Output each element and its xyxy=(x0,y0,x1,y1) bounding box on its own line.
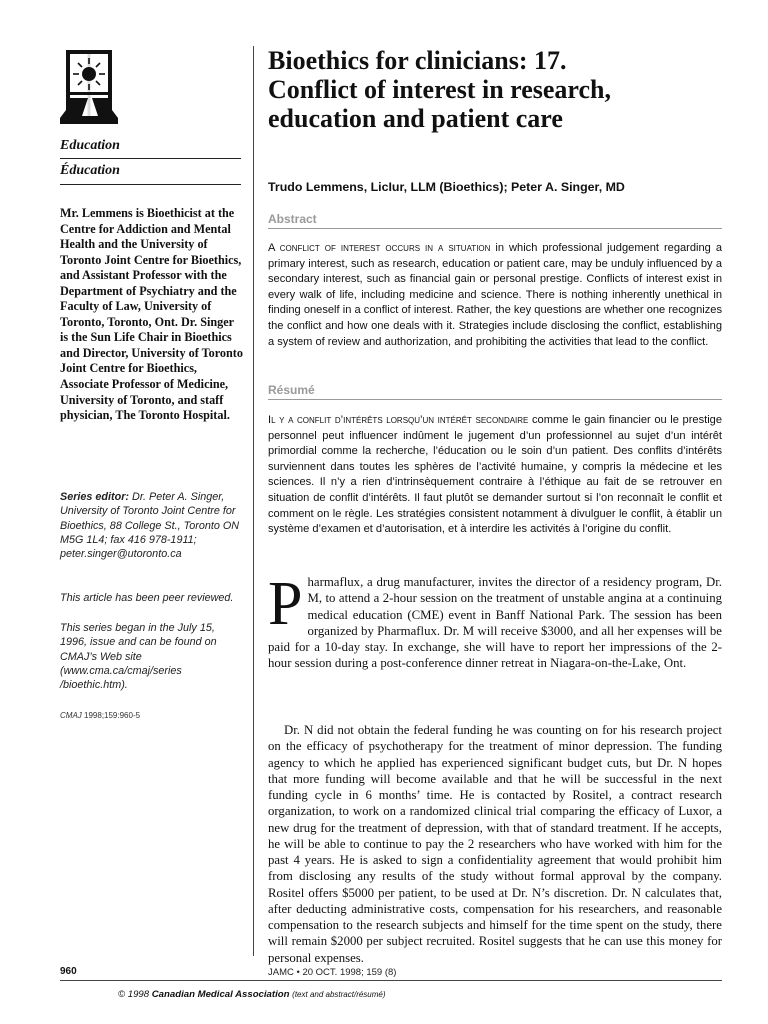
abstract-lead: A conflict of interest occurs in a situation xyxy=(268,242,491,254)
citation-journal: CMAJ xyxy=(60,711,82,720)
page-number: 960 xyxy=(60,966,77,977)
series-editor-details: Dr. Peter A. Singer, University of Toronto Joint Centre for Bioethics, 88 College St., Toronto ON M5G 1L4; fax 416 978-1911; peter.singer@utoronto.ca xyxy=(60,491,240,561)
resume-heading: Résumé xyxy=(268,383,722,400)
divider xyxy=(60,158,241,159)
abstract-text xyxy=(268,241,722,350)
series-editor-note xyxy=(60,490,250,561)
body-paragraph-1 xyxy=(268,570,722,672)
column-divider xyxy=(253,46,254,956)
peer-review-note: This article has been peer reviewed. xyxy=(60,592,234,604)
section-label-fr: Éducation xyxy=(60,163,120,178)
citation-ref: 1998;159:960-5 xyxy=(84,711,141,720)
title-line-1: Bioethics for clinicians: 17. xyxy=(268,46,567,75)
series-info-note: This series began in the July 15, 1996, issue and can be found on CMAJ’s Web site (www.cma.ca/cmaj/series /bioethic.htm). xyxy=(60,622,217,692)
footer-rule xyxy=(60,980,722,981)
copyright-note: (text and abstract/résumé) xyxy=(292,990,386,999)
body-paragraph-2: Dr. N did not obtain the federal funding he was counting on for his research project on the efficacy of psychotherapy for the treatment of minor depression. The funding agency to which he applied has experienced significant budget cuts, but Dr. N hopes that more funding will become available and that he will be successful in the next funding cycle in 6 months’ time. He is contacted by Rositel, a contract research organization, to work on a randomized clinical trial comparing the efficacy of Luxor, a new drug for the treatment of depression, with that of standard treatment. If he accepts, he will be able to continue to pay the 2 researchers who have worked with him for the past 4 years. He is asked to sign a confidentiality agreement that would prohibit him from disclosing any results of the study without formal approval by the company. Rositel offers $5000 per patient, to be used at Dr. N’s discretion. Dr. N calculates that, after deducting administrative costs, compensation for his researchers, and reasonable compensation to the research subjects and himself for the time spent on the study, there will remain $2000 per subject recruited. Rositel suggests that he can use this money for personal expenses. xyxy=(268,723,722,965)
resume-lead: Il y a conflit d’intérêts lorsqu’un intérêt secondaire xyxy=(268,414,529,426)
citation xyxy=(60,711,250,720)
body-paragraph-1-text: harmaflux, a drug manufacturer, invites the director of a residency program, Dr. M, to attend a 2-hour session on the treatment of unstable angina at a continuing medical education (CME) event in Banff National Park. The session has been organized by Pharmaflux. Dr. M will receive $3000, and all her expenses will be paid for a 10-day stay. In exchange, she will have to report her impressions of the 2-hour session during a post-conference dinner retreat in Niagara-on-the-Lake, Ont. xyxy=(268,575,722,671)
author-affiliations: Mr. Lemmens is Bioethicist at the Centre for Addiction and Mental Health and the University of Toronto Joint Centre for Bioethics, and Assistant Professor with the Department of Psychiatry and the Faculty of Law, University of Toronto, Toronto, Ont. Dr. Singer is the Sun Life Chair in Bioethics and Director, University of Toronto Joint Centre for Bioethics, Associate Professor of Medicine, University of Toronto, and staff physician, The Toronto Hospital. xyxy=(60,206,243,423)
article-title xyxy=(268,46,728,133)
window-sun-logo-icon xyxy=(58,48,120,126)
journal-reference: JAMC • 20 OCT. 1998; 159 (8) xyxy=(268,967,397,978)
resume-body: comme le gain financier ou le prestige personnel peut influencer indûment le jugement d’un professionnel au sujet d’un intérêt primordial comme la recherche, l’éducation ou le soin d’un patient. Des conflits d’intérêts surviennent dans toutes les sphères de l’activité humaine, y compris la médecine et les sciences. Il n’y a rien d’intrinsèquement contraire à l’éthique au fait de se retrouver en situation de conflit d’intérêts. Il faut plutôt se demander surtout si l’on reconnaît le conflit et comment on le règle. Les stratégies consistent notamment à divulguer le conflit, à établir un système d’examen et d’autorisation, et à interdire les activités à l’origine du conflit. xyxy=(268,414,722,536)
title-line-3: education and patient care xyxy=(268,104,563,133)
series-editor-label: Series editor: xyxy=(60,491,130,503)
title-line-2: Conflict of interest in research, xyxy=(268,75,611,104)
copyright-year: © 1998 xyxy=(118,989,150,1000)
divider xyxy=(60,184,241,185)
copyright-org: Canadian Medical Association xyxy=(151,989,290,1000)
author-line: Trudo Lemmens, LicIur, LLM (Bioethics); Peter A. Singer, MD xyxy=(268,180,625,194)
abstract-heading: Abstract xyxy=(268,212,722,229)
drop-cap: P xyxy=(268,570,303,638)
abstract-body: in which professional judgement regarding a primary interest, such as research, education or patient care, may be unduly influenced by a secondary interest, such as financial gain or personal prestige. Conflicts of interest exist in every walk of life, including medicine and science. There is nothing inherently unethical in finding oneself in a conflict of interest. Rather, the key questions are whether one recognizes the conflict and how one deals with it. Strategies include disclosing the conflict, establishing a system of review and authorization, and prohibiting the activities that lead to the conflict. xyxy=(268,242,722,348)
resume-text xyxy=(268,413,722,538)
copyright xyxy=(118,989,386,1000)
section-label-en: Education xyxy=(60,138,120,153)
